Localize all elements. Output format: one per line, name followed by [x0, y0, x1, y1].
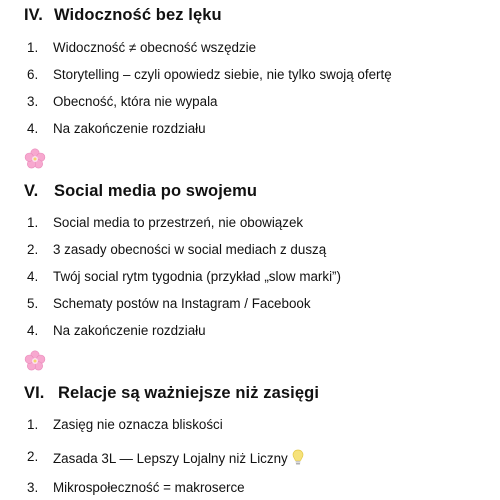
- section-heading: [24, 384, 319, 403]
- section-title: Relacje są ważniejsze niż zasięgi: [58, 384, 320, 402]
- section-title: Social media po swojemu: [54, 182, 258, 200]
- section-heading: [24, 182, 257, 201]
- light-bulb-icon: [292, 449, 304, 466]
- section-title: Widoczność bez lęku: [54, 6, 222, 24]
- section-number: V.: [24, 182, 39, 200]
- section-number: IV.: [24, 6, 43, 24]
- section-number: VI.: [24, 384, 45, 402]
- cherry-blossom-icon: [24, 350, 46, 372]
- cherry-blossom-icon: [24, 148, 46, 170]
- section-heading: [24, 6, 222, 25]
